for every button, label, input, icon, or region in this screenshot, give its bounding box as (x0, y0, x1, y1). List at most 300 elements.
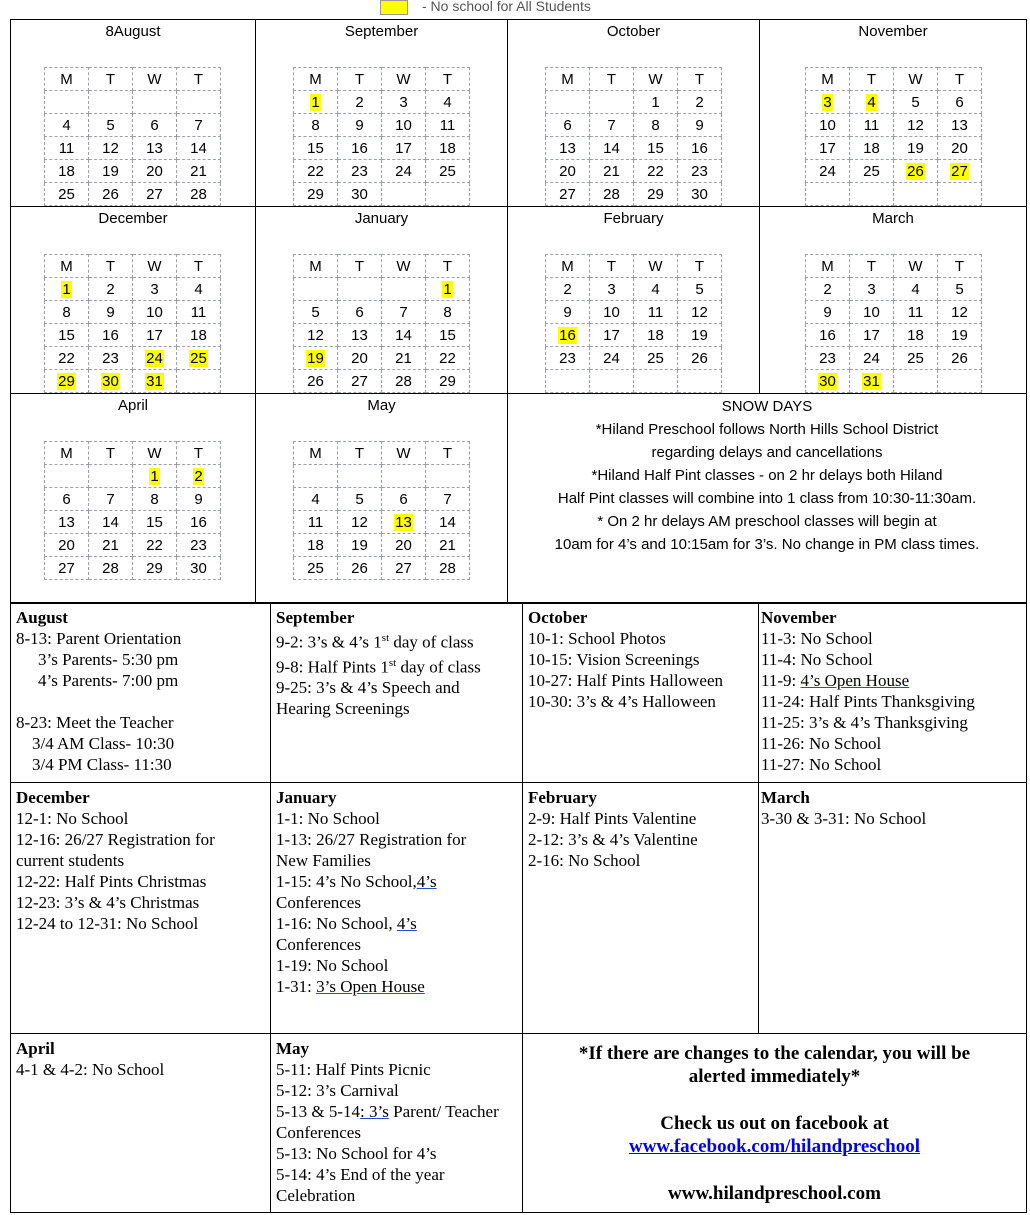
weekday-header: T (89, 68, 133, 91)
day-cell (89, 324, 133, 347)
day-cell (426, 488, 470, 511)
day-cell (426, 370, 470, 393)
day-cell (678, 278, 722, 301)
weekday-header: W (382, 255, 426, 278)
weekday-header: W (634, 68, 678, 91)
day-number: 28 (102, 559, 119, 577)
day-number: 11 (863, 116, 880, 134)
weekday-header: M (546, 255, 590, 278)
day-number: 17 (395, 139, 412, 157)
day-cell (850, 278, 894, 301)
event-line: 3-30 & 3-31: No School (761, 809, 927, 828)
day-cell (294, 370, 338, 393)
day-cell (177, 488, 221, 511)
day-cell (294, 278, 338, 301)
day-cell (294, 534, 338, 557)
weekday-header: T (938, 68, 982, 91)
day-number: 14 (603, 139, 620, 157)
day-cell (938, 370, 982, 393)
day-cell (678, 301, 722, 324)
day-number: 8 (311, 116, 320, 134)
day-number: 7 (194, 116, 203, 134)
day-cell (338, 488, 382, 511)
day-cell (177, 511, 221, 534)
weekday-header: M (45, 68, 89, 91)
month-name: February (603, 210, 664, 227)
day-cell (678, 347, 722, 370)
month-name: April (117, 397, 148, 414)
day-cell (894, 278, 938, 301)
mini-calendar (545, 254, 722, 393)
day-cell (938, 114, 982, 137)
event-line: 12-16: 26/27 Registration for (16, 830, 215, 849)
events-october (523, 603, 759, 783)
event-line: Hearing Screenings (276, 699, 410, 719)
day-number: 2 (355, 93, 364, 111)
day-cell (177, 301, 221, 324)
day-cell (45, 465, 89, 488)
facebook-link[interactable]: www.facebook.com/hilandpreschool (628, 1136, 920, 1157)
day-cell (294, 557, 338, 580)
day-number: 10 (146, 303, 163, 321)
day-number: 19 (691, 326, 708, 344)
day-cell (89, 301, 133, 324)
weekday-header: M (45, 255, 89, 278)
day-number: 13 (146, 139, 163, 157)
day-number: 9 (563, 303, 572, 321)
event-line: 1-15: 4’s No School,4’s (276, 872, 437, 891)
month-name: September (344, 23, 419, 40)
day-number: 10 (395, 116, 412, 134)
month-cell-may (256, 394, 508, 604)
day-number: 12 (907, 116, 924, 134)
day-number: 25 (58, 185, 75, 203)
day-number: 21 (439, 536, 456, 554)
day-cell (546, 160, 590, 183)
day-number: 27 (58, 559, 75, 577)
day-cell (894, 114, 938, 137)
day-number: 10 (819, 116, 836, 134)
day-number: 25 (439, 162, 456, 180)
day-cell (426, 301, 470, 324)
day-cell (590, 324, 634, 347)
event-line: 3/4 AM Class- 10:30 (32, 734, 175, 753)
day-cell (850, 114, 894, 137)
day-number: 9 (823, 303, 832, 321)
day-cell (45, 137, 89, 160)
day-number: 4 (867, 93, 876, 111)
day-number: 9 (695, 116, 704, 134)
events-month-title: April (16, 1039, 55, 1058)
day-number: 22 (146, 536, 163, 554)
day-number: 30 (691, 185, 708, 203)
day-cell (806, 183, 850, 206)
weekday-header: W (894, 255, 938, 278)
day-cell (338, 301, 382, 324)
events-may (271, 1034, 523, 1213)
day-cell (338, 324, 382, 347)
day-cell (133, 465, 177, 488)
day-number: 18 (907, 326, 924, 344)
events-month-title: September (276, 608, 355, 627)
day-cell (678, 91, 722, 114)
event-line: 1-16: No School, 4’s (276, 914, 417, 933)
day-number: 6 (955, 93, 964, 111)
day-number: 20 (559, 162, 576, 180)
day-cell (89, 488, 133, 511)
day-cell (89, 557, 133, 580)
day-cell (177, 465, 221, 488)
day-cell (338, 137, 382, 160)
day-number: 6 (563, 116, 572, 134)
day-cell (806, 370, 850, 393)
event-line: New Families (276, 851, 371, 870)
day-cell (938, 160, 982, 183)
notice-line: Check us out on facebook at (660, 1113, 889, 1134)
day-number: 27 (951, 162, 968, 180)
event-line: 12-22: Half Pints Christmas (16, 872, 207, 891)
weekday-header: M (294, 68, 338, 91)
day-cell (45, 114, 89, 137)
day-number: 25 (647, 349, 664, 367)
events-april (11, 1034, 271, 1213)
day-cell (294, 137, 338, 160)
day-number: 18 (863, 139, 880, 157)
event-line: 1-1: No School (276, 809, 380, 828)
day-number: 6 (62, 490, 71, 508)
day-cell (382, 91, 426, 114)
day-number: 29 (439, 372, 456, 390)
day-cell (426, 278, 470, 301)
day-cell (45, 534, 89, 557)
day-number: 29 (307, 185, 324, 203)
events-month-title: November (761, 608, 837, 627)
day-number: 6 (399, 490, 408, 508)
day-cell (382, 488, 426, 511)
snow-days (508, 394, 1026, 556)
day-cell (850, 91, 894, 114)
event-line: 2-16: No School (528, 851, 641, 870)
day-number: 2 (695, 93, 704, 111)
day-cell (133, 557, 177, 580)
weekday-header: T (678, 255, 722, 278)
day-cell (634, 370, 678, 393)
mini-calendar (44, 67, 221, 206)
day-cell (338, 160, 382, 183)
event-line: 10-1: School Photos (528, 629, 666, 648)
day-number: 17 (146, 326, 163, 344)
event-line: Conferences (276, 893, 361, 912)
day-number: 8 (651, 116, 660, 134)
day-cell (850, 183, 894, 206)
day-number: 25 (307, 559, 324, 577)
day-cell (382, 114, 426, 137)
day-cell (426, 347, 470, 370)
event-line: 3/4 PM Class- 11:30 (32, 755, 172, 774)
day-cell (89, 278, 133, 301)
day-cell (634, 324, 678, 347)
day-number: 1 (443, 280, 452, 298)
day-number: 22 (647, 162, 664, 180)
day-cell (426, 114, 470, 137)
day-cell (133, 347, 177, 370)
day-number: 1 (651, 93, 660, 111)
day-cell (338, 465, 382, 488)
month-cell-september (256, 20, 508, 207)
day-number: 13 (951, 116, 968, 134)
day-cell (426, 137, 470, 160)
day-number: 29 (58, 372, 75, 390)
day-number: 29 (146, 559, 163, 577)
day-number: 22 (439, 349, 456, 367)
day-cell (338, 534, 382, 557)
day-cell (294, 324, 338, 347)
day-cell (546, 301, 590, 324)
weekday-header: T (678, 68, 722, 91)
event-line: 11-24: Half Pints Thanksgiving (761, 692, 975, 711)
day-cell (382, 557, 426, 580)
mini-calendar (44, 254, 221, 393)
day-number: 10 (863, 303, 880, 321)
day-number: 16 (351, 139, 368, 157)
day-cell (938, 301, 982, 324)
day-cell (938, 137, 982, 160)
day-cell (338, 183, 382, 206)
day-cell (634, 278, 678, 301)
day-number: 5 (695, 280, 704, 298)
day-number: 17 (603, 326, 620, 344)
day-cell (338, 347, 382, 370)
events-september (271, 603, 523, 783)
day-number: 15 (58, 326, 75, 344)
day-number: 12 (951, 303, 968, 321)
day-cell (426, 160, 470, 183)
day-number: 17 (819, 139, 836, 157)
day-cell (89, 160, 133, 183)
day-cell (678, 370, 722, 393)
weekday-header: T (338, 68, 382, 91)
day-number: 5 (911, 93, 920, 111)
day-cell (177, 114, 221, 137)
event-line: 8-13: Parent Orientation (16, 629, 182, 648)
day-cell (850, 301, 894, 324)
day-cell (133, 278, 177, 301)
day-cell (634, 183, 678, 206)
day-cell (45, 91, 89, 114)
event-line: 5-12: 3’s Carnival (276, 1081, 399, 1100)
day-cell (894, 347, 938, 370)
event-line: 11-27: No School (761, 755, 882, 774)
day-cell (177, 370, 221, 393)
month-cell-november (760, 20, 1027, 207)
snow-line: *Hiland Preschool follows North Hills School District (595, 421, 939, 438)
day-number: 3 (867, 280, 876, 298)
day-number: 19 (351, 536, 368, 554)
day-cell (382, 511, 426, 534)
day-number: 8 (62, 303, 71, 321)
day-number: 16 (190, 513, 207, 531)
event-line: 4-1 & 4-2: No School (16, 1060, 165, 1079)
event-line: 11-3: No School (761, 629, 873, 648)
day-cell (382, 137, 426, 160)
day-cell (294, 511, 338, 534)
day-cell (806, 114, 850, 137)
day-cell (806, 278, 850, 301)
legend-swatch (380, 0, 408, 15)
snow-line: 10am for 4’s and 10:15am for 3’s. No change in PM class times. (554, 536, 980, 553)
day-number: 24 (395, 162, 412, 180)
event-line: 3’s Parents- 5:30 pm (38, 650, 179, 669)
day-number: 6 (355, 303, 364, 321)
day-cell (806, 160, 850, 183)
day-number: 20 (951, 139, 968, 157)
day-cell (133, 301, 177, 324)
day-number: 19 (907, 139, 924, 157)
day-cell (89, 137, 133, 160)
day-number: 13 (559, 139, 576, 157)
event-line: 12-23: 3’s & 4’s Christmas (16, 893, 200, 912)
events-december (11, 783, 271, 1034)
day-number: 11 (58, 139, 75, 157)
day-number: 27 (146, 185, 163, 203)
snow-line: *Hiland Half Pint classes - on 2 hr delays both Hiland (591, 467, 943, 484)
weekday-header: T (426, 442, 470, 465)
day-cell (338, 91, 382, 114)
day-cell (382, 301, 426, 324)
day-number: 19 (951, 326, 968, 344)
weekday-header: W (133, 255, 177, 278)
day-number: 9 (355, 116, 364, 134)
day-number: 18 (58, 162, 75, 180)
day-number: 28 (190, 185, 207, 203)
day-number: 19 (307, 349, 324, 367)
day-cell (678, 137, 722, 160)
weekday-header: T (850, 255, 894, 278)
day-cell (634, 301, 678, 324)
day-cell (294, 301, 338, 324)
day-cell (338, 511, 382, 534)
day-cell (382, 347, 426, 370)
day-number: 11 (439, 116, 456, 134)
day-number: 26 (307, 372, 324, 390)
day-number: 13 (58, 513, 75, 531)
event-line: current students (16, 851, 125, 870)
day-number: 18 (439, 139, 456, 157)
day-cell (45, 557, 89, 580)
day-cell (45, 324, 89, 347)
day-cell (634, 347, 678, 370)
event-line: 10-15: Vision Screenings (528, 650, 700, 669)
day-number: 20 (58, 536, 75, 554)
day-number: 5 (311, 303, 320, 321)
snow-days-cell (508, 394, 1027, 604)
website-text: www.hilandpreschool.com (668, 1183, 881, 1204)
day-cell (133, 324, 177, 347)
day-cell (546, 137, 590, 160)
event-line: 12-24 to 12-31: No School (16, 914, 199, 933)
day-cell (177, 534, 221, 557)
day-number: 8 (150, 490, 159, 508)
day-cell (133, 370, 177, 393)
event-line: 8-23: Meet the Teacher (16, 713, 174, 732)
weekday-header: W (634, 255, 678, 278)
day-cell (382, 370, 426, 393)
month-name: 8August (105, 23, 161, 40)
day-cell (177, 183, 221, 206)
day-cell (338, 557, 382, 580)
weekday-header: T (338, 442, 382, 465)
day-cell (89, 465, 133, 488)
day-cell (590, 91, 634, 114)
weekday-header: W (894, 68, 938, 91)
day-cell (678, 160, 722, 183)
weekday-header: W (133, 442, 177, 465)
day-cell (678, 114, 722, 137)
day-cell (590, 301, 634, 324)
day-cell (850, 324, 894, 347)
day-number: 20 (146, 162, 163, 180)
day-number: 5 (106, 116, 115, 134)
events-february (523, 783, 759, 1034)
day-cell (938, 324, 982, 347)
day-number: 20 (395, 536, 412, 554)
day-cell (546, 114, 590, 137)
day-cell (382, 324, 426, 347)
day-cell (590, 370, 634, 393)
event-line: 9-2: 3’s & 4’s 1st day of class (276, 632, 474, 652)
events-month-title: December (16, 788, 90, 807)
day-number: 7 (443, 490, 452, 508)
month-cell-march (760, 207, 1027, 394)
day-cell (89, 370, 133, 393)
events-month-title: March (761, 788, 810, 807)
day-cell (850, 370, 894, 393)
day-number: 3 (823, 93, 832, 111)
day-number: 30 (351, 185, 368, 203)
day-cell (89, 347, 133, 370)
weekday-header: T (177, 255, 221, 278)
event-line: 11-26: No School (761, 734, 882, 753)
day-number: 26 (951, 349, 968, 367)
event-line: 5-11: Half Pints Picnic (276, 1060, 431, 1079)
day-cell (546, 278, 590, 301)
day-number: 27 (559, 185, 576, 203)
day-cell (850, 347, 894, 370)
events-month-title: August (16, 608, 68, 627)
day-number: 27 (351, 372, 368, 390)
day-cell (338, 278, 382, 301)
day-cell (678, 183, 722, 206)
day-number: 16 (102, 326, 119, 344)
day-cell (177, 557, 221, 580)
day-cell (133, 137, 177, 160)
day-cell (294, 465, 338, 488)
day-number: 19 (102, 162, 119, 180)
day-number: 27 (395, 559, 412, 577)
day-number: 31 (863, 372, 880, 390)
day-number: 12 (351, 513, 368, 531)
day-cell (546, 183, 590, 206)
day-number: 2 (823, 280, 832, 298)
day-cell (546, 91, 590, 114)
weekday-header: M (546, 68, 590, 91)
day-number: 6 (150, 116, 159, 134)
month-cell-august (11, 20, 256, 207)
day-cell (426, 324, 470, 347)
day-cell (89, 511, 133, 534)
day-cell (590, 347, 634, 370)
day-number: 28 (395, 372, 412, 390)
